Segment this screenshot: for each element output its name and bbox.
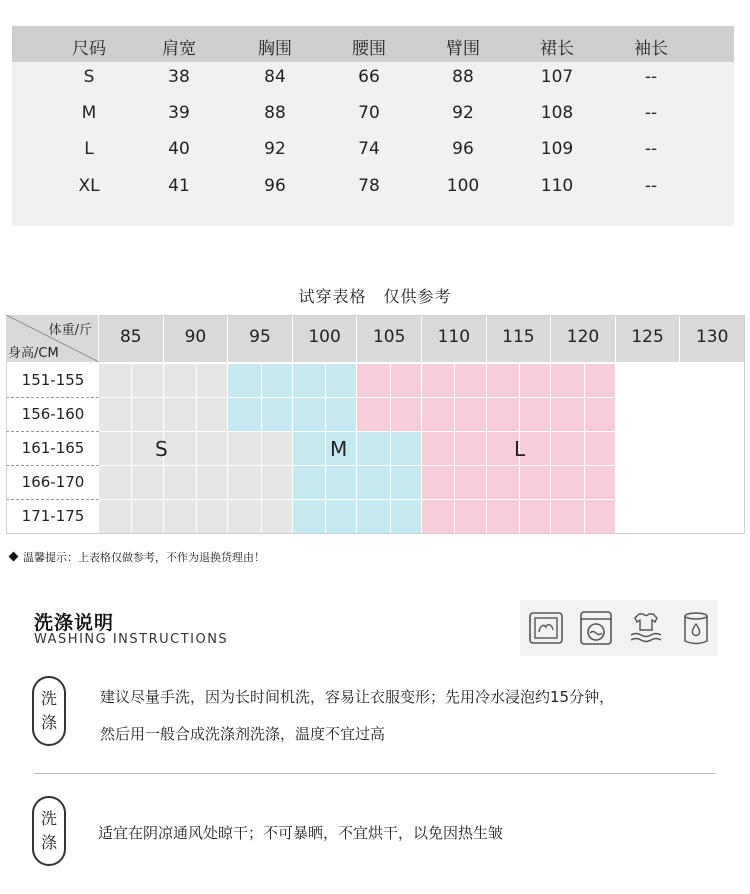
size-table-cell: 41 [168, 176, 190, 196]
size-table-cell: -- [644, 103, 658, 123]
grid-subline [713, 432, 714, 466]
grid-subline [196, 432, 197, 466]
weight-header-cell: 110 [422, 315, 487, 362]
size-table-cell: 70 [358, 103, 380, 123]
washing-line-3: 适宜在阴凉通风处晾干；不可暴晒，不宜烘干，以免因热生皱 [98, 824, 504, 842]
size-table-header-cell: 胸围 [258, 39, 292, 59]
height-row-label: 156-160 [6, 398, 99, 432]
divider [34, 773, 716, 774]
grid-subline [131, 500, 132, 534]
tryon-title: 试穿表格 仅供参考 [298, 287, 452, 306]
grid-subline [261, 364, 262, 398]
size-table-cell: 66 [358, 67, 380, 87]
size-table-cell: 96 [452, 139, 474, 159]
size-table-cell: 100 [446, 176, 480, 196]
size-table-cell: M [81, 103, 97, 123]
size-table-cell: S [83, 67, 95, 87]
size-table-cell: -- [644, 139, 658, 159]
grid-subline [584, 500, 585, 534]
size-table-cell: 110 [540, 176, 574, 196]
grid-corner [6, 315, 99, 362]
grid-subline [196, 466, 197, 500]
grid-subline [584, 466, 585, 500]
weight-header-cell: 115 [487, 315, 552, 362]
grid-subline [454, 432, 455, 466]
grid-subline [648, 364, 649, 398]
weight-header-cell: 100 [293, 315, 358, 362]
size-table-header-cell: 袖长 [634, 39, 668, 59]
washing-subtitle: WASHING INSTRUCTIONS [34, 632, 229, 647]
grid-subline [325, 500, 326, 534]
grid-subline [454, 500, 455, 534]
weight-header-cell: 85 [99, 315, 164, 362]
size-table-cell: 78 [358, 176, 380, 196]
grid-subline [325, 364, 326, 398]
weight-header-cell: 90 [164, 315, 229, 362]
grid-subline [390, 364, 391, 398]
grid-subline [390, 398, 391, 432]
grid-subline [131, 398, 132, 432]
care-icons [520, 600, 718, 656]
weight-header-cell: 120 [551, 315, 616, 362]
grid-subline [325, 398, 326, 432]
grid-subline [454, 466, 455, 500]
tip-text: 温馨提示：上表格仅做参考，不作为退换货理由！ [23, 551, 265, 564]
grid-subline [261, 398, 262, 432]
washing-title: 洗涤说明 [34, 612, 115, 634]
size-table-cell: -- [644, 67, 658, 87]
grid-subline [648, 500, 649, 534]
height-row-label: 161-165 [6, 432, 99, 466]
corner-height-label: 身高/CM [8, 346, 59, 361]
size-table-cell: 39 [168, 103, 190, 123]
size-label-s: S [155, 437, 168, 461]
grid-subline [196, 500, 197, 534]
grid-subline [584, 432, 585, 466]
size-table-header-cell: 裙长 [540, 39, 574, 59]
grid-subline [454, 398, 455, 432]
washing-line-2: 然后用一般合成洗涤剂洗涤，温度不宜过高 [100, 725, 386, 743]
grid-subline [519, 500, 520, 534]
washing-label-2-bottom: 涤 [40, 833, 57, 852]
washing-label-1 [32, 676, 66, 746]
grid-subline [390, 500, 391, 534]
tip-text-row [10, 549, 265, 565]
diamond-bullet-icon [9, 552, 19, 562]
size-table-cell: XL [78, 176, 100, 196]
grid-subline [519, 398, 520, 432]
grid-subline [454, 364, 455, 398]
grid-subline [584, 398, 585, 432]
size-label-m: M [330, 437, 348, 461]
grid-subline [131, 466, 132, 500]
grid-subline [713, 500, 714, 534]
weight-header-cell: 125 [616, 315, 681, 362]
grid-subline [519, 466, 520, 500]
size-table-cell: 92 [452, 103, 474, 123]
machine-wash-icon [576, 608, 616, 648]
washing-line-1: 建议尽量手洗，因为长时间机洗，容易让衣服变形；先用冷水浸泡约15分钟， [100, 688, 615, 706]
grid-subline [196, 398, 197, 432]
grid-subline [261, 466, 262, 500]
grid-subline [261, 500, 262, 534]
grid-subline [196, 364, 197, 398]
grid-subline [713, 466, 714, 500]
grid-subline [648, 432, 649, 466]
grid-subline [390, 466, 391, 500]
hand-wash-icon [526, 608, 566, 648]
size-table-cell: L [84, 139, 94, 159]
size-table-cell: 96 [264, 176, 286, 196]
grid-subline [131, 432, 132, 466]
size-table [12, 26, 734, 226]
grid-subline [261, 432, 262, 466]
tryon-grid [6, 315, 747, 532]
dry-shirt-icon [626, 608, 666, 648]
size-table-header-cell: 臂围 [446, 39, 480, 59]
corner-weight-label: 体重/斤 [48, 323, 92, 338]
size-table-cell: 74 [358, 139, 380, 159]
weight-header-cell: 105 [357, 315, 422, 362]
size-table-cell: -- [644, 176, 658, 196]
grid-subline [713, 398, 714, 432]
grid-subline [584, 364, 585, 398]
size-table-cell: 92 [264, 139, 286, 159]
grid-subline [648, 398, 649, 432]
grid-subline [519, 364, 520, 398]
washing-label-2-top: 洗 [40, 809, 57, 828]
height-row-label: 151-155 [6, 364, 99, 398]
size-table-header-cell: 腰围 [352, 39, 386, 59]
size-table-cell: 40 [168, 139, 190, 159]
grid-subline [390, 432, 391, 466]
size-table-header-cell: 尺码 [72, 39, 106, 59]
washing-label-1-top: 洗 [40, 689, 57, 708]
size-table-cell: 88 [264, 103, 286, 123]
grid-subline [713, 364, 714, 398]
washing-label-1-bottom: 涤 [40, 713, 57, 732]
size-label-l: L [514, 437, 526, 461]
size-table-cell: 107 [540, 67, 574, 87]
grid-subline [131, 364, 132, 398]
size-table-cell: 108 [540, 103, 574, 123]
size-table-cell: 88 [452, 67, 474, 87]
height-row-label: 166-170 [6, 466, 99, 500]
size-table-cell: 38 [168, 67, 190, 87]
size-table-cell: 84 [264, 67, 286, 87]
size-table-header-cell: 肩宽 [162, 39, 196, 59]
height-row-label: 171-175 [6, 500, 99, 534]
grid-subline [648, 466, 649, 500]
weight-header-cell: 130 [680, 315, 745, 362]
grid-subline [325, 432, 326, 466]
weight-header-cell: 95 [228, 315, 293, 362]
grid-subline [325, 466, 326, 500]
size-table-cell: 109 [540, 139, 574, 159]
washing-label-2 [32, 796, 66, 866]
detergent-icon [676, 608, 716, 648]
